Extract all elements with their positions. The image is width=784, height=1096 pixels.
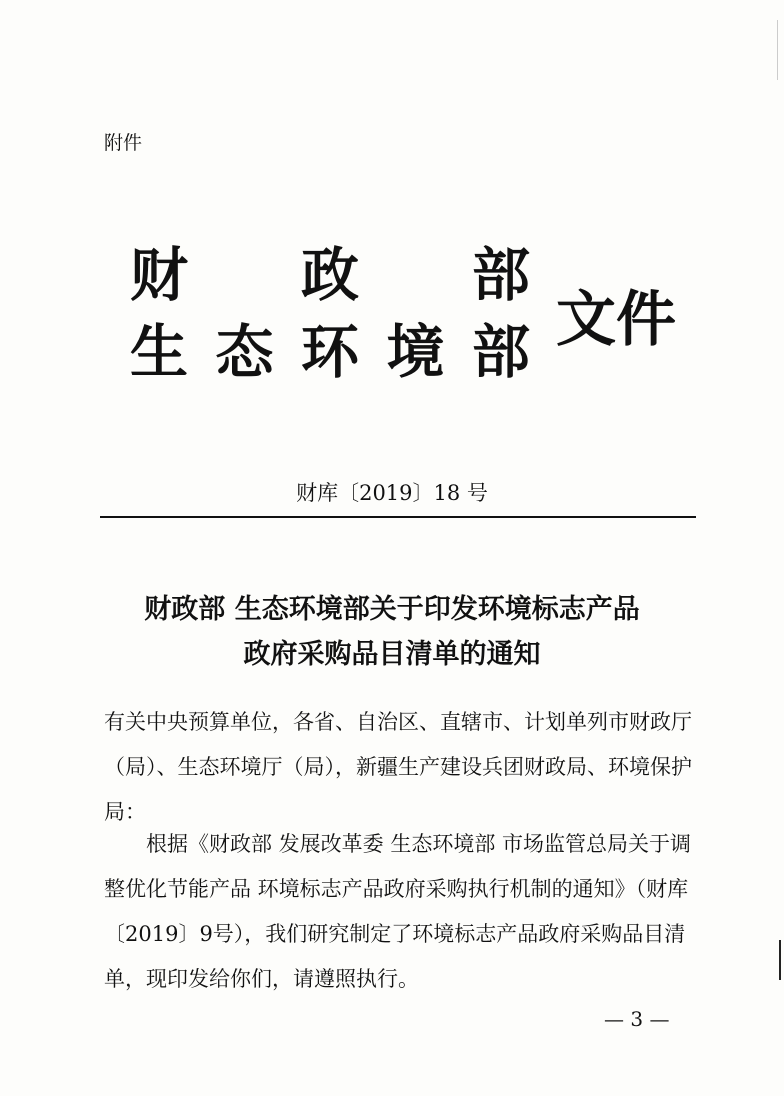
issuer-char: 生 — [130, 318, 189, 386]
body-paragraph-text: 根据《财政部 发展改革委 生态环境部 市场监管总局关于调整优化节能产品 环境标志产品政府采购执行机制的通知》（财库〔2019〕9号），我们研究制定了环境标志产品政府采购品目清单，现印发给你们，请遵照执行。 — [104, 832, 692, 991]
scan-edge-shadow — [777, 20, 778, 80]
issuer-char: 态 — [215, 318, 274, 386]
issuer-char: 政 — [300, 241, 359, 309]
scan-edge-mark — [779, 940, 781, 980]
issuer-char: 环 — [300, 318, 359, 386]
issuer-char: 境 — [386, 318, 445, 386]
issuer-line-1 — [130, 228, 530, 312]
body-paragraph — [104, 822, 694, 1002]
document-word: 文件 — [556, 285, 676, 355]
issuer-char: 部 — [471, 318, 530, 386]
document-title-line-2: 政府采购品目清单的通知 — [243, 639, 541, 670]
document-title-line-1: 财政部 生态环境部关于印发环境标志产品 — [144, 594, 640, 625]
issuer-line-2 — [130, 305, 530, 389]
document-number: 财库〔2019〕18 号 — [296, 481, 488, 505]
page-number: — 3 — — [604, 1007, 670, 1031]
header-divider — [100, 516, 696, 518]
addressee: 有关中央预算单位，各省、自治区、直辖市、计划单列市财政厅（局）、生态环境厅（局），新疆生产建设兵团财政局、环境保护局： — [104, 710, 692, 824]
issuer-char: 财 — [130, 241, 189, 309]
attachment-label: 附件 — [104, 132, 143, 154]
issuer-char: 部 — [471, 241, 530, 309]
